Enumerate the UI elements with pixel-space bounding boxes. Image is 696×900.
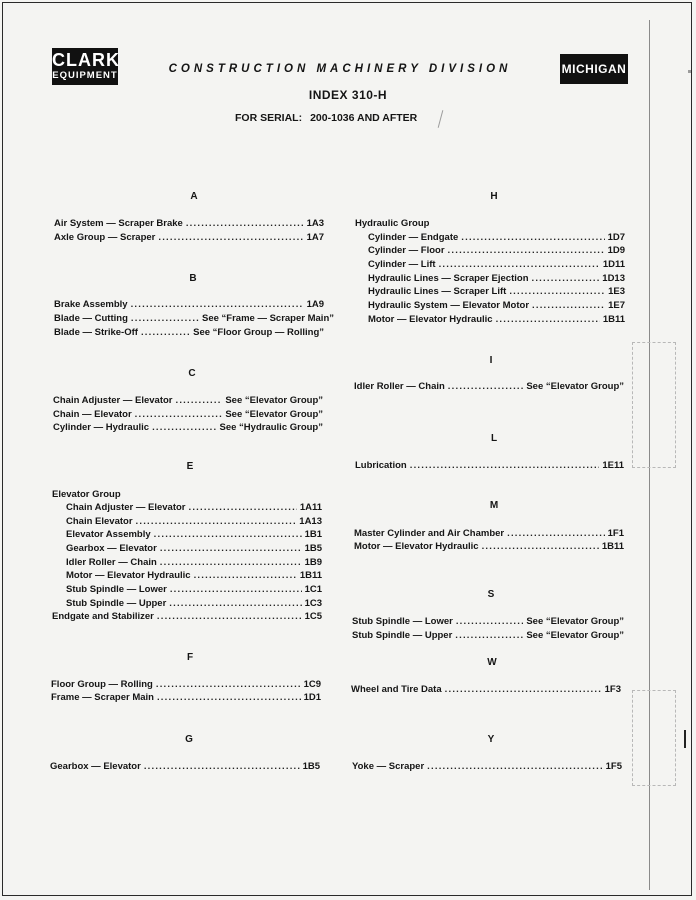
index-entry <box>66 502 322 515</box>
index-entry <box>54 313 334 326</box>
index-entry <box>368 314 625 327</box>
index-entry <box>351 684 621 697</box>
entry-label: Stub Spindle — Lower <box>352 616 453 627</box>
leader-dots <box>175 395 222 406</box>
entry-label: Cylinder — Floor <box>368 245 445 256</box>
entry-label: Chain Adjuster — Elevator <box>66 502 186 513</box>
edge-speck <box>688 70 691 73</box>
index-entry <box>66 570 322 583</box>
leader-dots <box>154 529 302 540</box>
leader-dots <box>445 684 602 695</box>
entry-label: Hydraulic System — Elevator Motor <box>368 300 530 311</box>
entry-label: Motor — Elevator Hydraulic <box>368 314 493 325</box>
section-letter-y: Y <box>487 734 495 745</box>
entry-label: Stub Spindle — Lower <box>66 584 167 595</box>
leader-dots <box>410 460 600 471</box>
index-entry <box>352 761 622 774</box>
entry-reference: 1B9 <box>304 557 322 568</box>
entry-label: Air System — Scraper Brake <box>54 218 183 229</box>
logo-line-clark: CLARK <box>52 50 120 70</box>
leader-dots <box>136 516 297 527</box>
leader-dots <box>160 543 302 554</box>
section-letter-i: I <box>489 355 493 366</box>
entry-reference: 1A7 <box>306 232 324 243</box>
index-entry <box>53 409 323 422</box>
entry-reference: See “Frame — Scraper Main” <box>202 313 334 324</box>
index-entry <box>368 259 625 272</box>
logo-line-equipment: EQUIPMENT <box>52 70 118 81</box>
leader-dots <box>157 611 302 622</box>
division-heading: CONSTRUCTION MACHINERY DIVISION <box>168 63 512 75</box>
entry-label: Gearbox — Elevator <box>66 543 157 554</box>
section-letter-m: M <box>489 500 499 511</box>
entry-reference: 1D1 <box>303 692 321 703</box>
index-entry <box>50 761 320 774</box>
index-entry <box>352 630 624 643</box>
entry-label: Master Cylinder and Air Chamber <box>354 528 505 539</box>
leader-dots <box>507 528 605 539</box>
entry-label: Lubrication <box>355 460 407 471</box>
entry-reference: 1B1 <box>304 529 322 540</box>
leader-dots <box>532 273 600 284</box>
leader-dots <box>427 761 602 772</box>
entry-reference: See “Floor Group — Rolling” <box>193 327 324 338</box>
entry-label: Cylinder — Hydraulic <box>53 422 150 433</box>
section-letter-a: A <box>190 191 198 202</box>
index-entry <box>354 381 624 394</box>
index-entry <box>52 611 322 624</box>
michigan-logo: MICHIGAN <box>560 54 628 84</box>
entry-reference: 1D7 <box>607 232 625 243</box>
entry-reference: 1A9 <box>306 299 324 310</box>
index-entry <box>54 232 324 245</box>
section-letter-h: H <box>490 191 498 202</box>
index-entry <box>368 300 625 313</box>
leader-dots <box>169 598 301 609</box>
index-title: INDEX 310-H <box>308 88 388 102</box>
section-letter-w: W <box>487 657 497 668</box>
leader-dots <box>461 232 604 243</box>
entry-reference: 1B5 <box>302 761 320 772</box>
entry-label: Hydraulic Lines — Scraper Lift <box>368 286 507 297</box>
serial-value: 200-1036 AND AFTER <box>310 112 418 124</box>
leader-dots <box>131 313 199 324</box>
index-entry <box>54 299 324 312</box>
entry-label: Endgate and Stabilizer <box>52 611 154 622</box>
entry-reference: 1B11 <box>601 541 624 552</box>
entry-label: Yoke — Scraper <box>352 761 425 772</box>
entry-reference: See “Elevator Group” <box>526 616 624 627</box>
entry-reference: 1A13 <box>299 516 322 527</box>
index-entry <box>54 327 324 340</box>
leader-dots <box>186 218 304 229</box>
entry-reference: 1F1 <box>607 528 624 539</box>
entry-reference: 1E3 <box>608 286 625 297</box>
serial-line <box>235 112 417 124</box>
entry-reference: 1E7 <box>608 300 625 311</box>
entry-reference: 1B11 <box>299 570 322 581</box>
entry-label: Motor — Elevator Hydraulic <box>354 541 479 552</box>
index-entry <box>53 422 323 435</box>
leader-dots <box>439 259 600 270</box>
entry-reference: 1C3 <box>304 598 322 609</box>
index-entry <box>368 286 625 299</box>
group-title: Elevator Group <box>52 489 121 500</box>
leader-dots <box>448 381 524 392</box>
leader-dots <box>135 409 223 420</box>
leader-dots <box>160 557 302 568</box>
entry-reference: See “Elevator Group” <box>225 409 323 420</box>
index-entry <box>66 516 322 529</box>
leader-dots <box>482 541 599 552</box>
margin-tab-mark <box>632 690 676 786</box>
entry-label: Blade — Cutting <box>54 313 128 324</box>
serial-label: FOR SERIAL: <box>235 112 303 124</box>
index-entry <box>66 557 322 570</box>
leader-dots <box>509 286 605 297</box>
entry-reference: 1A11 <box>299 502 322 513</box>
index-entry <box>66 543 322 556</box>
section-letter-c: C <box>188 368 196 379</box>
leader-dots <box>152 422 216 433</box>
leader-dots <box>456 616 524 627</box>
entry-label: Wheel and Tire Data <box>351 684 442 695</box>
entry-reference: 1C9 <box>303 679 321 690</box>
entry-reference: 1C5 <box>304 611 322 622</box>
entry-reference: See “Hydraulic Group” <box>219 422 323 433</box>
entry-label: Gearbox — Elevator <box>50 761 141 772</box>
index-entry <box>368 245 625 258</box>
entry-label: Idler Roller — Chain <box>354 381 445 392</box>
entry-reference: 1F3 <box>604 684 621 695</box>
entry-reference: 1A3 <box>306 218 324 229</box>
index-entry <box>66 584 322 597</box>
entry-label: Motor — Elevator Hydraulic <box>66 570 191 581</box>
index-entry <box>352 616 624 629</box>
index-entry <box>354 528 624 541</box>
index-entry <box>66 598 322 611</box>
section-letter-l: L <box>490 433 498 444</box>
section-letter-e: E <box>186 461 194 472</box>
entry-reference: 1D13 <box>602 273 625 284</box>
entry-reference: See “Elevator Group” <box>225 395 323 406</box>
index-entry <box>355 460 624 473</box>
entry-label: Chain Elevator <box>66 516 133 527</box>
entry-label: Cylinder — Endgate <box>368 232 459 243</box>
leader-dots <box>158 232 303 243</box>
index-entry <box>66 529 322 542</box>
section-letter-b: B <box>189 273 197 284</box>
section-letter-s: S <box>487 589 495 600</box>
index-entry <box>54 218 324 231</box>
entry-label: Elevator Assembly <box>66 529 151 540</box>
leader-dots <box>532 300 605 311</box>
index-entry <box>51 679 321 692</box>
leader-dots <box>157 692 301 703</box>
index-entry <box>53 395 323 408</box>
leader-dots <box>194 570 297 581</box>
index-entry <box>368 232 625 245</box>
index-entry <box>51 692 321 705</box>
entry-label: Hydraulic Lines — Scraper Ejection <box>368 273 529 284</box>
section-letter-g: G <box>185 734 193 745</box>
entry-label: Cylinder — Lift <box>368 259 436 270</box>
index-entry <box>368 273 625 286</box>
leader-dots <box>455 630 523 641</box>
leader-dots <box>156 679 301 690</box>
leader-dots <box>496 314 600 325</box>
entry-label: Blade — Strike-Off <box>54 327 138 338</box>
leader-dots <box>170 584 302 595</box>
entry-label: Stub Spindle — Upper <box>352 630 453 641</box>
leader-dots <box>131 299 304 310</box>
entry-label: Frame — Scraper Main <box>51 692 154 703</box>
entry-label: Brake Assembly <box>54 299 128 310</box>
entry-reference: 1C1 <box>304 584 322 595</box>
entry-label: Floor Group — Rolling <box>51 679 153 690</box>
entry-reference: 1B11 <box>602 314 625 325</box>
entry-reference: See “Elevator Group” <box>526 381 624 392</box>
entry-reference: 1E11 <box>602 460 624 471</box>
entry-reference: 1D9 <box>607 245 625 256</box>
entry-reference: 1B5 <box>304 543 322 554</box>
leader-dots <box>144 761 300 772</box>
entry-label: Axle Group — Scraper <box>54 232 156 243</box>
section-letter-f: F <box>186 652 194 663</box>
entry-label: Stub Spindle — Upper <box>66 598 167 609</box>
clark-equipment-logo <box>52 48 118 85</box>
leader-dots <box>448 245 605 256</box>
entry-label: Chain — Elevator <box>53 409 132 420</box>
margin-tab-mark <box>632 342 676 468</box>
index-entry <box>354 541 624 554</box>
entry-label: Chain Adjuster — Elevator <box>53 395 173 406</box>
entry-reference: 1D11 <box>602 259 625 270</box>
leader-dots <box>141 327 190 338</box>
group-title: Hydraulic Group <box>355 218 430 229</box>
entry-reference: 1F5 <box>605 761 622 772</box>
leader-dots <box>188 502 296 513</box>
entry-label: Idler Roller — Chain <box>66 557 157 568</box>
edge-mark <box>684 730 686 748</box>
entry-reference: See “Elevator Group” <box>526 630 624 641</box>
